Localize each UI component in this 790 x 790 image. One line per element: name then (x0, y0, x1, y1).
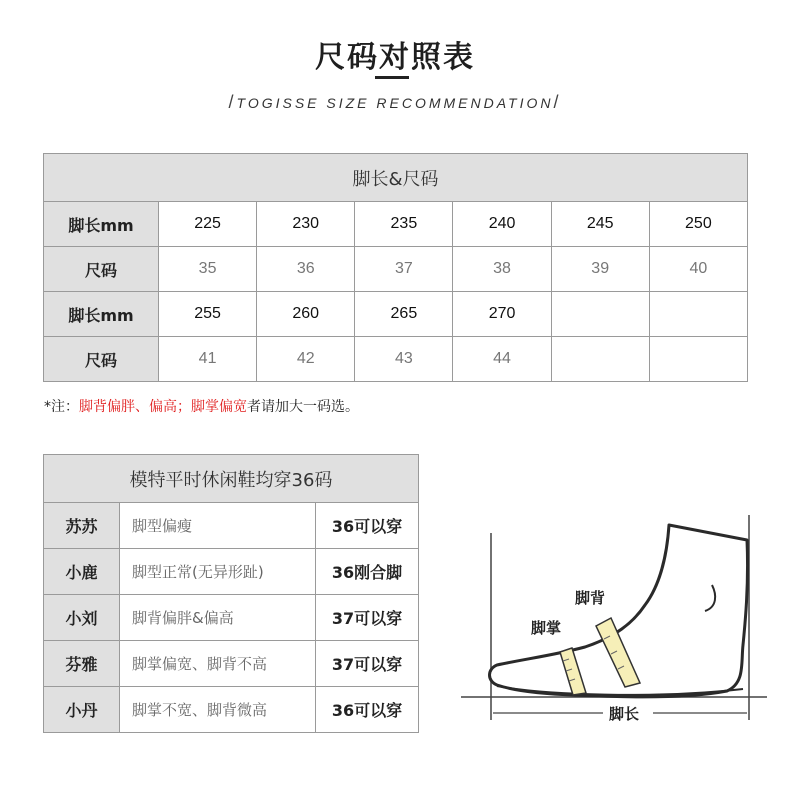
foot-length-cell (551, 292, 649, 337)
foot-length-cell: 250 (649, 202, 747, 247)
foot-length-label: 脚长mm (44, 202, 159, 247)
table-row (44, 503, 419, 549)
size-chart-table (43, 153, 748, 382)
note-highlight-sole: 脚掌偏宽 (191, 399, 247, 415)
size-cell: 36 (257, 247, 355, 292)
size-cell: 43 (355, 337, 453, 382)
model-foot-desc: 脚型偏瘦 (120, 503, 316, 549)
size-cell: 40 (649, 247, 747, 292)
sole-label: 脚掌 (531, 619, 562, 637)
subtitle-text: TOGISSE SIZE RECOMMENDATION (236, 95, 554, 111)
model-name: 小刘 (44, 595, 120, 641)
size-label: 尺码 (44, 247, 159, 292)
model-foot-desc: 脚型正常(无异形趾) (120, 549, 316, 595)
instep-label: 脚背 (575, 589, 606, 607)
model-name: 芬雅 (44, 641, 120, 687)
title-underline (375, 76, 409, 79)
model-fit: 36刚合脚 (316, 549, 419, 595)
subtitle-slash-open: / (228, 92, 237, 112)
table-row (44, 247, 748, 292)
size-label: 尺码 (44, 337, 159, 382)
page-title: 尺码对照表 (315, 40, 475, 75)
foot-length-cell: 225 (159, 202, 257, 247)
model-fit: 37可以穿 (316, 595, 419, 641)
model-foot-desc: 脚掌不宽、脚背微高 (120, 687, 316, 733)
foot-measurement-diagram (455, 515, 775, 730)
model-name: 苏苏 (44, 503, 120, 549)
size-cell: 38 (453, 247, 551, 292)
table-row (44, 292, 748, 337)
foot-length-cell: 255 (159, 292, 257, 337)
model-fit: 36可以穿 (316, 503, 419, 549)
foot-length-cell: 240 (453, 202, 551, 247)
table-row (44, 641, 419, 687)
size-cell: 42 (257, 337, 355, 382)
note-highlight-instep: 脚背偏胖、偏高； (79, 399, 191, 415)
table-row (44, 595, 419, 641)
size-cell (551, 337, 649, 382)
foot-length-label: 脚长mm (44, 292, 159, 337)
page-subtitle (0, 92, 790, 113)
foot-length-cell (649, 292, 747, 337)
model-foot-desc: 脚背偏胖&偏高 (120, 595, 316, 641)
foot-length-cell: 235 (355, 202, 453, 247)
foot-length-cell: 270 (453, 292, 551, 337)
size-cell: 35 (159, 247, 257, 292)
table-row (44, 687, 419, 733)
model-fit: 37可以穿 (316, 641, 419, 687)
foot-length-cell: 260 (257, 292, 355, 337)
model-fit-table (43, 454, 419, 733)
size-cell: 41 (159, 337, 257, 382)
foot-length-cell: 230 (257, 202, 355, 247)
note-prefix: *注： (44, 399, 79, 415)
table-row (44, 337, 748, 382)
table-row (44, 202, 748, 247)
size-table-header: 脚长&尺码 (44, 154, 748, 202)
foot-length-cell: 265 (355, 292, 453, 337)
note-suffix: 者请加大一码选。 (247, 399, 359, 415)
foot-length-cell: 245 (551, 202, 649, 247)
model-name: 小丹 (44, 687, 120, 733)
model-fit: 36可以穿 (316, 687, 419, 733)
size-cell: 44 (453, 337, 551, 382)
subtitle-slash-close: / (553, 92, 562, 112)
model-foot-desc: 脚掌偏宽、脚背不高 (120, 641, 316, 687)
size-cell (649, 337, 747, 382)
size-cell: 37 (355, 247, 453, 292)
size-cell: 39 (551, 247, 649, 292)
size-note (44, 396, 359, 416)
table-row (44, 549, 419, 595)
model-table-header: 模特平时休闲鞋均穿36码 (44, 455, 419, 503)
model-name: 小鹿 (44, 549, 120, 595)
foot-length-label-diagram: 脚长 (609, 705, 640, 723)
